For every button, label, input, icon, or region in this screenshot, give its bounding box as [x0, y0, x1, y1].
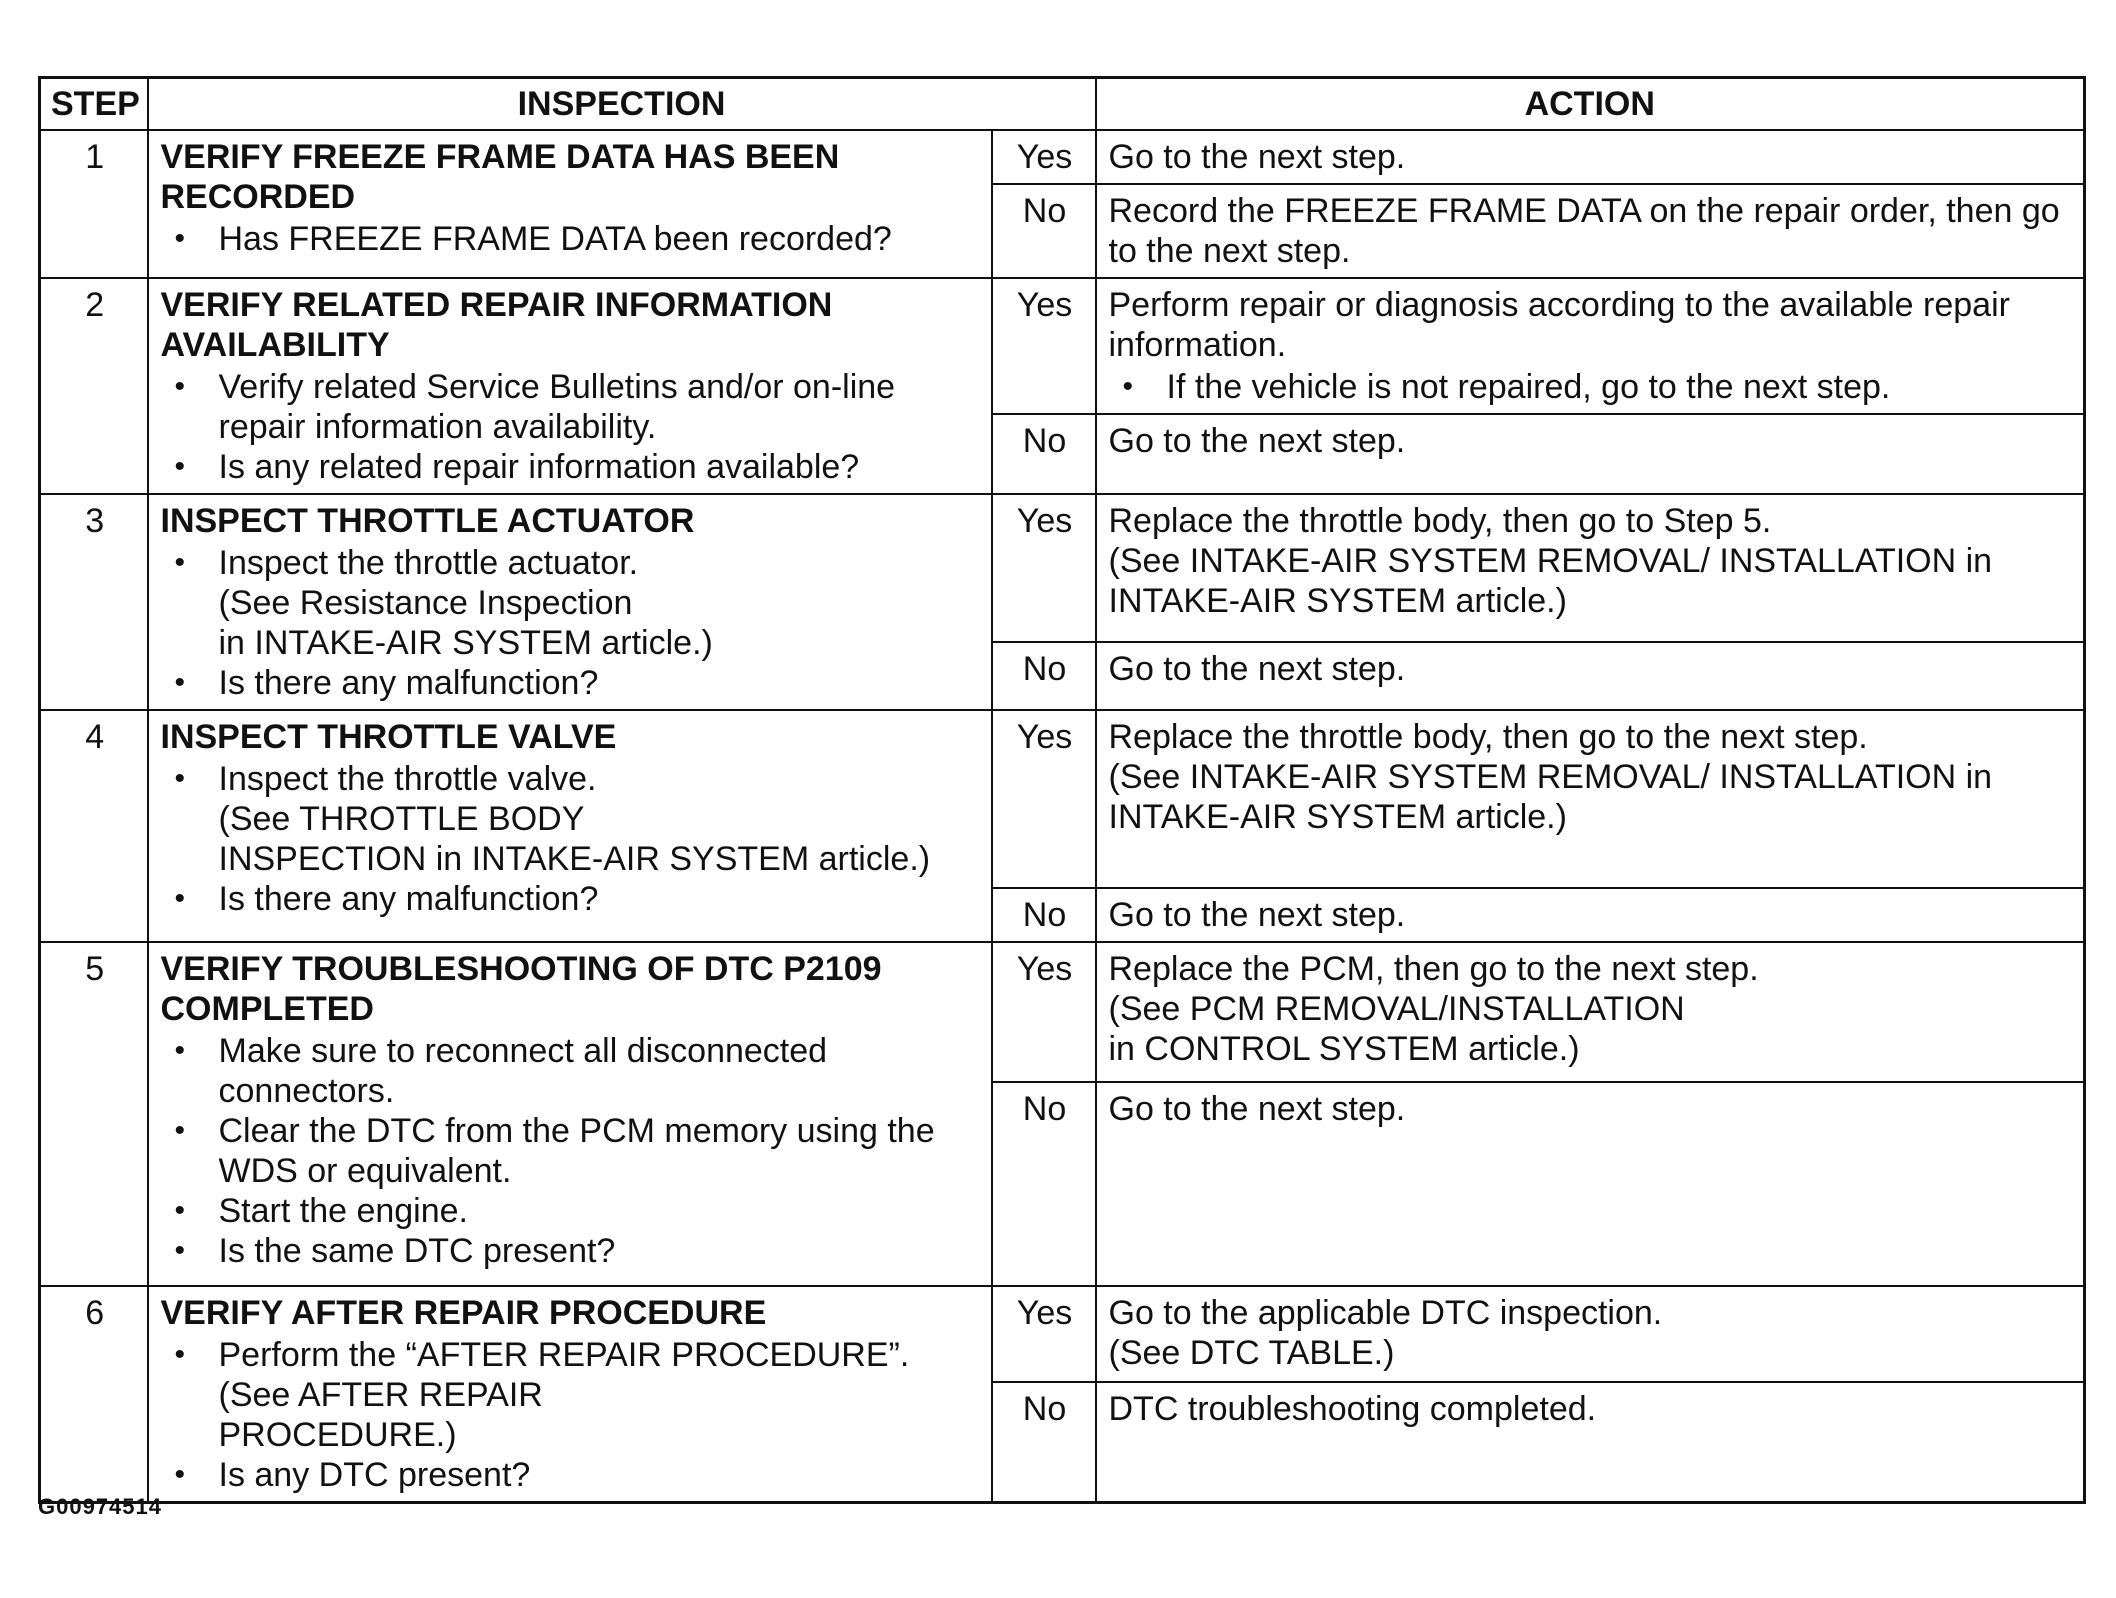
inspection-bullets	[161, 219, 981, 259]
inspection-bullets	[161, 1031, 981, 1271]
bullet-item: • Is any DTC present?	[161, 1455, 981, 1495]
yes-action: Go to the applicable DTC inspection.	[1108, 1294, 1663, 1332]
bullet-text: • Inspect the throttle actuator.	[218, 544, 639, 582]
table-row	[40, 278, 2085, 414]
yes-action-cell	[1096, 278, 2085, 414]
step-number: 2	[40, 278, 148, 494]
bullet-item: • Is there any malfunction?	[161, 663, 981, 703]
yes-action-cell	[1096, 942, 2085, 1082]
no-label: No	[992, 184, 1096, 278]
inspection-bullets	[161, 367, 981, 487]
no-label: No	[992, 1082, 1096, 1286]
bullet-note: INSPECTION in INTAKE-AIR SYSTEM article.)	[218, 840, 931, 878]
no-label: No	[992, 888, 1096, 942]
yes-note: (See INTAKE-AIR SYSTEM REMOVAL/ INSTALLATION in INTAKE-AIR SYSTEM article.)	[1108, 542, 1993, 620]
diagnostic-table	[38, 76, 2086, 1504]
step-number: 6	[40, 1286, 148, 1503]
yes-label: Yes	[992, 130, 1096, 184]
inspection-cell	[148, 1286, 992, 1503]
figure-id: G00974514	[38, 1494, 162, 1519]
header-inspection: INSPECTION	[148, 78, 1096, 131]
yes-action-cell	[1096, 494, 2085, 642]
bullet-text: • Inspect the throttle valve.	[218, 760, 597, 798]
bullet-item: • Make sure to reconnect all disconnected connectors.	[161, 1031, 981, 1111]
bullet-item: • Has FREEZE FRAME DATA been recorded?	[161, 219, 981, 259]
no-label: No	[992, 1382, 1096, 1503]
no-action: DTC troubleshooting completed.	[1096, 1382, 2085, 1503]
step-number: 5	[40, 942, 148, 1286]
bullet-note: (See AFTER REPAIR	[218, 1376, 543, 1414]
bullet-item: • If the vehicle is not repaired, go to the next step.	[1109, 367, 2074, 407]
bullet-note: in INTAKE-AIR SYSTEM article.)	[218, 624, 713, 662]
no-action: Go to the next step.	[1096, 642, 2085, 710]
yes-action: Perform repair or diagnosis according to the available repair information.	[1108, 286, 2010, 364]
bullet-item: • Verify related Service Bulletins and/or on-line repair information availability.	[161, 367, 981, 447]
yes-label: Yes	[992, 494, 1096, 642]
bullet-note: (See THROTTLE BODY	[218, 800, 585, 838]
yes-label: Yes	[992, 942, 1096, 1082]
bullet-item	[161, 543, 981, 663]
bullet-item: • Is any related repair information available?	[161, 447, 981, 487]
action-bullets	[1109, 367, 2074, 407]
no-action: Go to the next step.	[1096, 1082, 2085, 1286]
inspection-cell	[148, 710, 992, 942]
step-title: VERIFY FREEZE FRAME DATA HAS BEEN RECORDED	[160, 138, 840, 216]
table-row	[40, 710, 2085, 888]
bullet-item	[161, 1335, 981, 1455]
step-number: 1	[40, 130, 148, 278]
step-title: INSPECT THROTTLE ACTUATOR	[160, 502, 695, 540]
step-title: INSPECT THROTTLE VALVE	[160, 718, 617, 756]
yes-note: (See PCM REMOVAL/INSTALLATION	[1108, 990, 1685, 1028]
table-row	[40, 130, 2085, 184]
bullet-item: • Start the engine.	[161, 1191, 981, 1231]
yes-label: Yes	[992, 278, 1096, 414]
inspection-bullets	[161, 543, 981, 703]
step-title: VERIFY AFTER REPAIR PROCEDURE	[160, 1294, 767, 1332]
table-header-row	[40, 78, 2085, 131]
diagnostic-procedure-sheet	[38, 76, 2086, 1504]
step-title: VERIFY TROUBLESHOOTING OF DTC P2109 COMPLETED	[160, 950, 882, 1028]
bullet-note: PROCEDURE.)	[218, 1416, 457, 1454]
table-row	[40, 942, 2085, 1082]
yes-action: Replace the throttle body, then go to the next step.	[1108, 718, 1868, 756]
table-row	[40, 494, 2085, 642]
bullet-item: • Is there any malfunction?	[161, 879, 981, 919]
no-action: Go to the next step.	[1096, 414, 2085, 494]
yes-label: Yes	[992, 1286, 1096, 1382]
bullet-item: • Is the same DTC present?	[161, 1231, 981, 1271]
no-action: Go to the next step.	[1096, 888, 2085, 942]
yes-label: Yes	[992, 710, 1096, 888]
no-action: Record the FREEZE FRAME DATA on the repair order, then go to the next step.	[1096, 184, 2085, 278]
no-label: No	[992, 642, 1096, 710]
step-number: 4	[40, 710, 148, 942]
inspection-bullets	[161, 759, 981, 919]
step-title: VERIFY RELATED REPAIR INFORMATION AVAILABILITY	[160, 286, 833, 364]
no-label: No	[992, 414, 1096, 494]
bullet-item: • Clear the DTC from the PCM memory using the WDS or equivalent.	[161, 1111, 981, 1191]
yes-action: Go to the next step.	[1096, 130, 2085, 184]
yes-action: Replace the throttle body, then go to Step 5.	[1108, 502, 1772, 540]
bullet-item	[161, 759, 981, 879]
bullet-note: (See Resistance Inspection	[218, 584, 633, 622]
yes-note: (See INTAKE-AIR SYSTEM REMOVAL/ INSTALLATION in INTAKE-AIR SYSTEM article.)	[1108, 758, 1993, 836]
bullet-text: • Perform the “AFTER REPAIR PROCEDURE”.	[218, 1336, 910, 1374]
table-row	[40, 1286, 2085, 1382]
header-step: STEP	[40, 78, 148, 131]
inspection-cell	[148, 942, 992, 1286]
header-action: ACTION	[1096, 78, 2085, 131]
step-number: 3	[40, 494, 148, 710]
inspection-bullets	[161, 1335, 981, 1495]
inspection-cell	[148, 278, 992, 494]
yes-action-cell	[1096, 710, 2085, 888]
yes-action-cell	[1096, 1286, 2085, 1382]
yes-note: in CONTROL SYSTEM article.)	[1108, 1030, 1580, 1068]
inspection-cell	[148, 494, 992, 710]
yes-note: (See DTC TABLE.)	[1108, 1334, 1395, 1372]
yes-action: Replace the PCM, then go to the next step.	[1108, 950, 1759, 988]
inspection-cell	[148, 130, 992, 278]
